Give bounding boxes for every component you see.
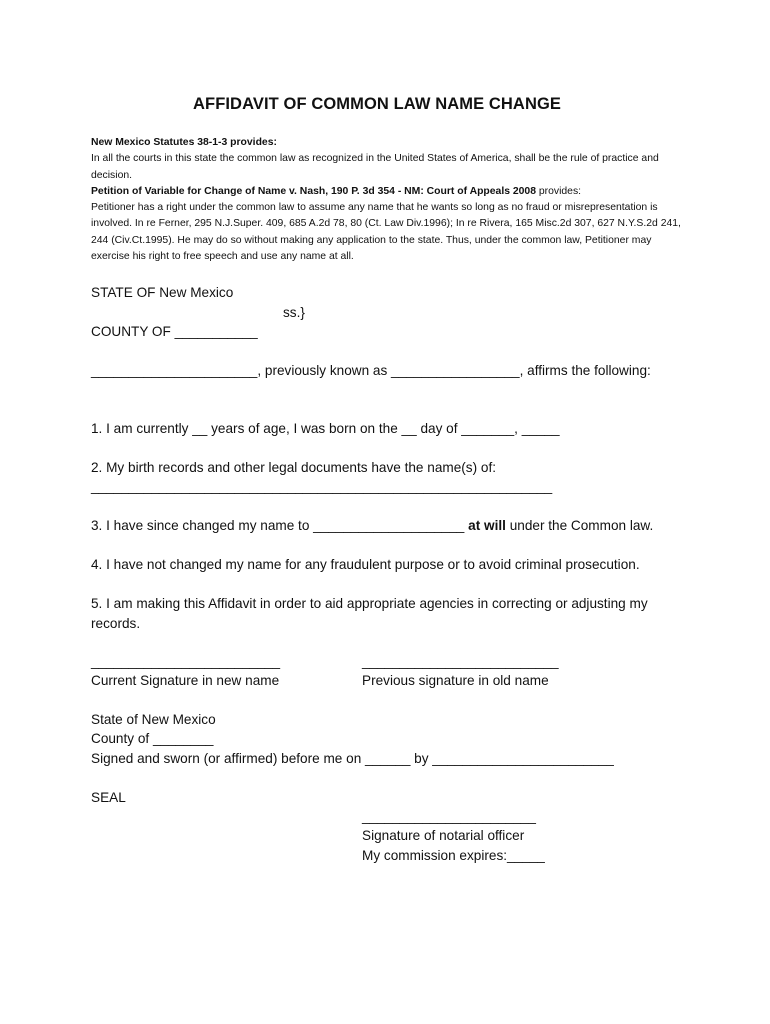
petition-text: Petitioner has a right under the common law to assume any name that he wants so long as no fraud or misrepresentation is involved. In re Ferner, 295 N.J.Super. 409, 685 A.2d 78, 80 (Ct. Law Div.1996); In re Rivera, 165 Misc.2d 307, 627 N.Y.S.2d 241, 244 (Civ.Ct.1995). He may do so without making any application to the state. Thus, under the common law, Petitioner may exercise his right to free speech and use any name at all.: [91, 202, 681, 263]
statute-text: In all the courts in this state the common law as recognized in the United States of America, shall be the rule of practice and decision.: [91, 153, 659, 181]
notary-state: State of New Mexico: [91, 712, 216, 727]
current-signature-label: Current Signature in new name: [91, 673, 280, 688]
venue-ss: ss.}: [283, 305, 305, 320]
intro-statement: ______________________, previously known as _________________, affirms the following:: [91, 363, 651, 378]
statute-heading: New Mexico Statutes 38-1-3 provides:: [91, 137, 277, 148]
notary-signature-line: _______________________: [362, 809, 536, 824]
current-signature-line: _________________________: [91, 654, 281, 669]
notary-county: County of ________: [91, 731, 214, 746]
item-purpose: 5. I am making this Affidavit in order to aid appropriate agencies in correcting or adjusting my records.: [91, 596, 648, 631]
seal-label: SEAL: [91, 790, 126, 805]
previous-signature-label: Previous signature in old name: [362, 673, 549, 688]
statute-block: [91, 135, 691, 265]
item-age-birth: 1. I am currently __ years of age, I was born on the __ day of _______, _____: [91, 421, 560, 436]
venue-county: COUNTY OF ___________: [91, 324, 258, 339]
venue-state: STATE OF New Mexico: [91, 285, 234, 300]
birth-records-line: _____________________________________________________________: [91, 479, 553, 494]
item-name-change-prefix: 3. I have since changed my name to ____________________: [91, 518, 469, 533]
notary-signature-label: Signature of notarial officer: [362, 828, 525, 843]
petition-suffix: provides:: [536, 185, 582, 197]
petition-line: [91, 184, 691, 200]
item-no-fraud: 4. I have not changed my name for any fraudulent purpose or to avoid criminal prosecution.: [91, 557, 640, 572]
item-name-change: [91, 516, 653, 536]
item-name-change-suffix: under the Common law.: [505, 518, 654, 533]
commission-expires: My commission expires:_____: [362, 848, 545, 863]
at-will-text: at will: [468, 518, 506, 533]
document-title: AFFIDAVIT OF COMMON LAW NAME CHANGE: [193, 95, 561, 113]
petition-heading: Petition of Variable for Change of Name v. Nash, 190 P. 3d 354 - NM: Court of Appeals 2008: [91, 185, 536, 197]
item-birth-records: 2. My birth records and other legal documents have the name(s) of:: [91, 460, 496, 475]
notary-sworn: Signed and sworn (or affirmed) before me on ______ by ________________________: [91, 751, 614, 766]
previous-signature-line: __________________________: [362, 654, 559, 669]
